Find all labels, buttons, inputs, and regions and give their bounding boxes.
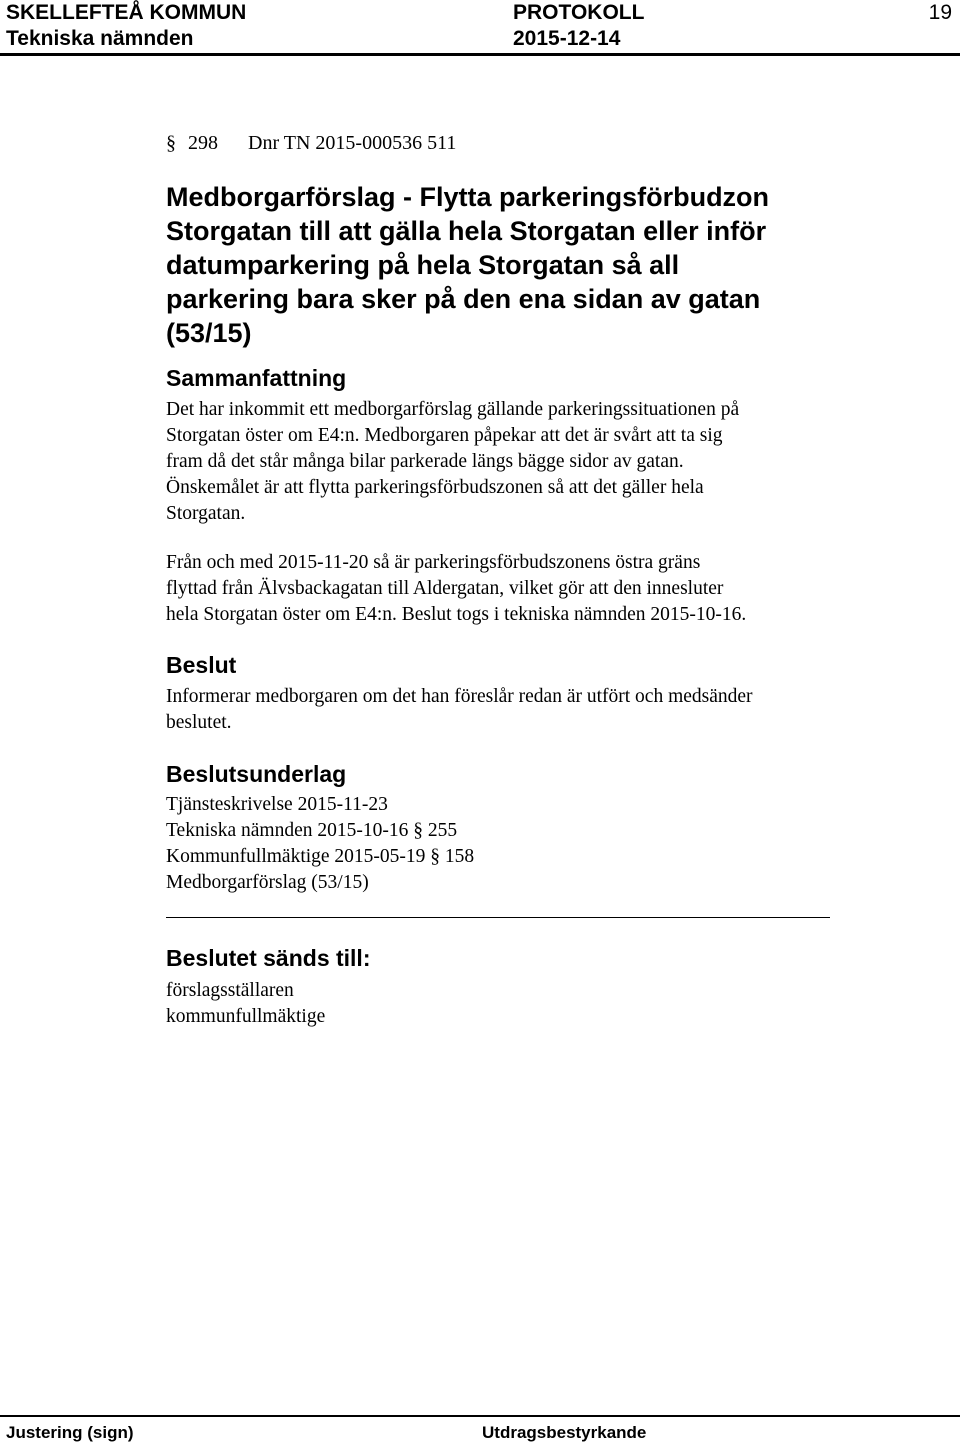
- certification-label: Utdragsbestyrkande: [482, 1423, 647, 1442]
- section-symbol: §: [166, 132, 176, 154]
- text-line: Från och med 2015-11-20 så är parkeringsförbudszonens östra gräns: [166, 552, 701, 573]
- recipients-heading: Beslutet sänds till:: [166, 945, 371, 971]
- paragraph-number: 298: [188, 132, 218, 154]
- meeting-date: 2015-12-14: [513, 27, 621, 50]
- document-title: [166, 180, 866, 350]
- footer-divider: [0, 1415, 960, 1417]
- text-line: flyttad från Älvsbackagatan till Aldergatan, vilket gör att den innesluter: [166, 578, 724, 599]
- text-line: beslutet.: [166, 712, 232, 733]
- basis-list: [166, 792, 856, 896]
- page-number: 19: [928, 1, 952, 24]
- recipient-item: förslagsställaren: [166, 980, 294, 1001]
- text-line: Önskemålet är att flytta parkeringsförbudszonen så att det gäller hela: [166, 477, 704, 498]
- section-divider: [166, 917, 830, 918]
- decision-text: [166, 684, 856, 736]
- summary-paragraph-1: [166, 397, 856, 527]
- department-name: Tekniska nämnden: [6, 27, 194, 50]
- text-line: Det har inkommit ett medborgarförslag gällande parkeringssituationen på: [166, 399, 740, 420]
- summary-paragraph-2: [166, 550, 856, 628]
- recipients-list: [166, 978, 856, 1030]
- text-line: fram då det står många bilar parkerade längs bägge sidor av gatan.: [166, 451, 684, 472]
- basis-item: Kommunfullmäktige 2015-05-19 § 158: [166, 846, 475, 867]
- summary-heading: Sammanfattning: [166, 365, 347, 391]
- title-line: parkering bara sker på den ena sidan av gatan: [166, 284, 761, 314]
- decision-heading: Beslut: [166, 652, 237, 678]
- basis-item: Tjänsteskrivelse 2015-11-23: [166, 794, 388, 815]
- title-line: Medborgarförslag - Flytta parkeringsförbudzon: [166, 182, 770, 212]
- basis-item: Medborgarförslag (53/15): [166, 872, 369, 893]
- document-type: PROTOKOLL: [513, 1, 645, 24]
- text-line: Informerar medborgaren om det han föreslår redan är utfört och medsänder: [166, 686, 753, 707]
- title-line: Storgatan till att gälla hela Storgatan eller inför: [166, 216, 767, 246]
- organization-name: SKELLEFTEÅ KOMMUN: [6, 1, 247, 24]
- recipient-item: kommunfullmäktige: [166, 1006, 326, 1027]
- paragraph-reference: [166, 130, 456, 156]
- basis-heading: Beslutsunderlag: [166, 761, 347, 787]
- text-line: hela Storgatan öster om E4:n. Beslut togs i tekniska nämnden 2015-10-16.: [166, 604, 747, 625]
- header-divider: [0, 53, 960, 56]
- signature-label: Justering (sign): [6, 1423, 134, 1442]
- text-line: Storgatan.: [166, 503, 246, 524]
- title-line: (53/15): [166, 318, 252, 348]
- text-line: Storgatan öster om E4:n. Medborgaren påpekar att det är svårt att ta sig: [166, 425, 723, 446]
- title-line: datumparkering på hela Storgatan så all: [166, 250, 680, 280]
- basis-item: Tekniska nämnden 2015-10-16 § 255: [166, 820, 458, 841]
- diary-number: Dnr TN 2015-000536 511: [248, 132, 457, 154]
